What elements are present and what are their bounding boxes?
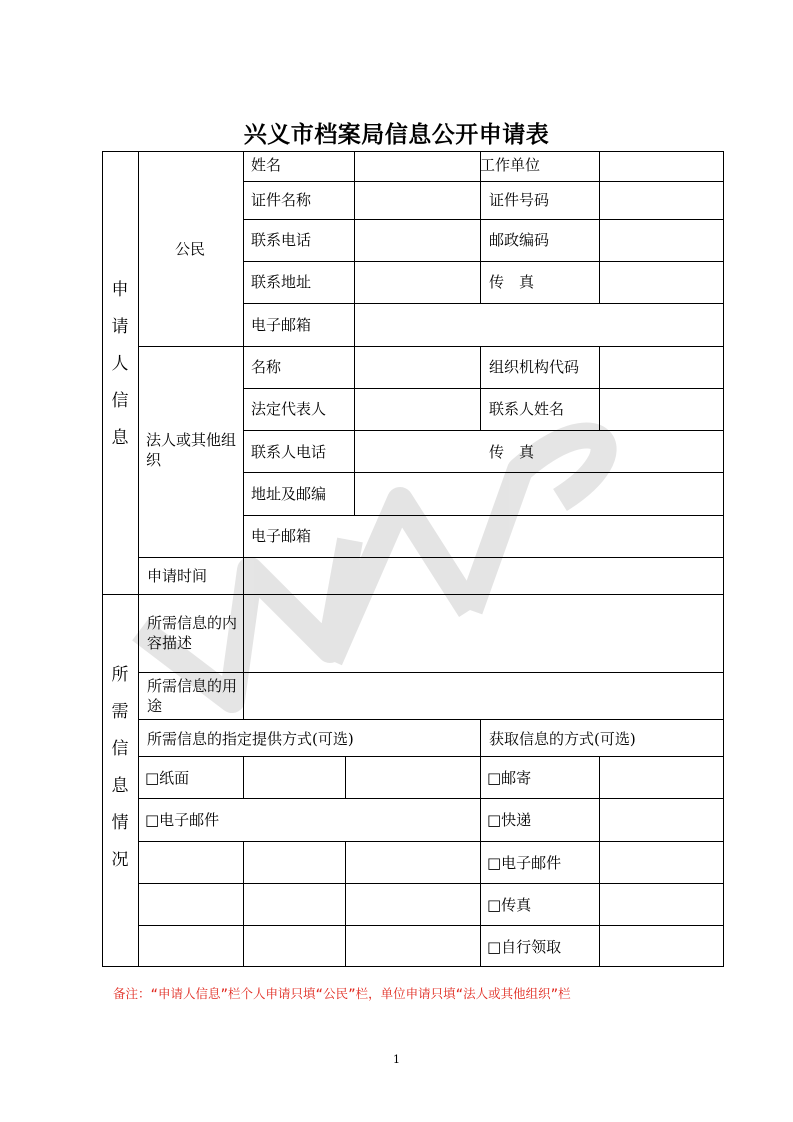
id-name-label: 证件名称: [251, 191, 312, 209]
contact-phone-field[interactable]: [355, 433, 479, 470]
citizen-fax-field[interactable]: [600, 264, 723, 301]
footnote: 备注：“申请人信息”栏个人申请只填“公民”栏，单位申请只填“法人或其他组织”栏: [113, 986, 571, 1001]
content-desc-label: 所需信息的内容描述: [147, 614, 238, 652]
org-name-label: 名称: [251, 358, 282, 376]
name-label: 姓名: [251, 156, 282, 174]
option-paper[interactable]: □纸面: [145, 769, 190, 787]
usage-field[interactable]: [245, 675, 723, 717]
phone-field[interactable]: [355, 222, 479, 259]
id-number-label: 证件号码: [489, 191, 550, 209]
apply-time-label: 申请时间: [147, 567, 208, 585]
section-applicant-info: 申请人信息: [111, 280, 129, 448]
obtain-method-label: 获取信息的方式(可选): [489, 730, 636, 748]
apply-time-field[interactable]: [245, 560, 723, 592]
org-fax-label: 传 真: [489, 443, 535, 461]
contact-phone-label: 联系人电话: [251, 443, 327, 461]
address-field[interactable]: [355, 264, 479, 301]
option-email-obtain[interactable]: □电子邮件: [487, 854, 562, 872]
page-number: 1: [393, 1053, 400, 1066]
option-self-pickup[interactable]: □自行领取: [487, 938, 562, 956]
org-name-field[interactable]: [355, 349, 479, 386]
page-title: 兴义市档案局信息公开申请表: [243, 122, 550, 148]
org-email-label: 电子邮箱: [251, 527, 312, 545]
org-code-label: 组织机构代码: [489, 358, 580, 376]
citizen-fax-label: 传 真: [489, 273, 535, 291]
id-number-field[interactable]: [600, 184, 723, 217]
option-express[interactable]: □快递: [487, 811, 532, 829]
contact-name-field[interactable]: [600, 391, 723, 428]
postcode-field[interactable]: [600, 222, 723, 259]
address-post-field[interactable]: [355, 475, 723, 513]
org-fax-field[interactable]: [600, 433, 723, 470]
phone-label: 联系电话: [251, 231, 312, 249]
address-post-label: 地址及邮编: [251, 485, 327, 503]
usage-label: 所需信息的用途: [147, 677, 238, 715]
org-email-field[interactable]: [355, 518, 723, 555]
citizen-email-label: 电子邮箱: [251, 316, 312, 334]
watermark-text: WPS: [0, 0, 3, 1]
citizen-group-label: 公民: [175, 240, 206, 258]
contact-name-label: 联系人姓名: [489, 400, 565, 418]
postcode-label: 邮政编码: [489, 231, 550, 249]
org-code-field[interactable]: [600, 349, 723, 386]
option-fax[interactable]: □传真: [487, 896, 532, 914]
address-label: 联系地址: [251, 273, 312, 291]
legal-rep-label: 法定代表人: [251, 400, 327, 418]
name-field[interactable]: [355, 155, 479, 177]
application-form: [102, 151, 724, 967]
section-required-info: 所需信息情况: [111, 665, 129, 870]
content-desc-field[interactable]: [245, 597, 723, 670]
legal-rep-field[interactable]: [355, 391, 479, 428]
org-group-label: 法人或其他组织: [146, 431, 237, 469]
option-email-provide[interactable]: □电子邮件: [145, 811, 220, 829]
citizen-email-field[interactable]: [355, 306, 723, 344]
employer-field[interactable]: [600, 155, 723, 177]
provide-method-label: 所需信息的指定提供方式(可选): [147, 730, 354, 748]
employer-label: 工作单位: [480, 156, 541, 174]
id-name-field[interactable]: [355, 184, 479, 217]
option-mail[interactable]: □邮寄: [487, 769, 532, 787]
